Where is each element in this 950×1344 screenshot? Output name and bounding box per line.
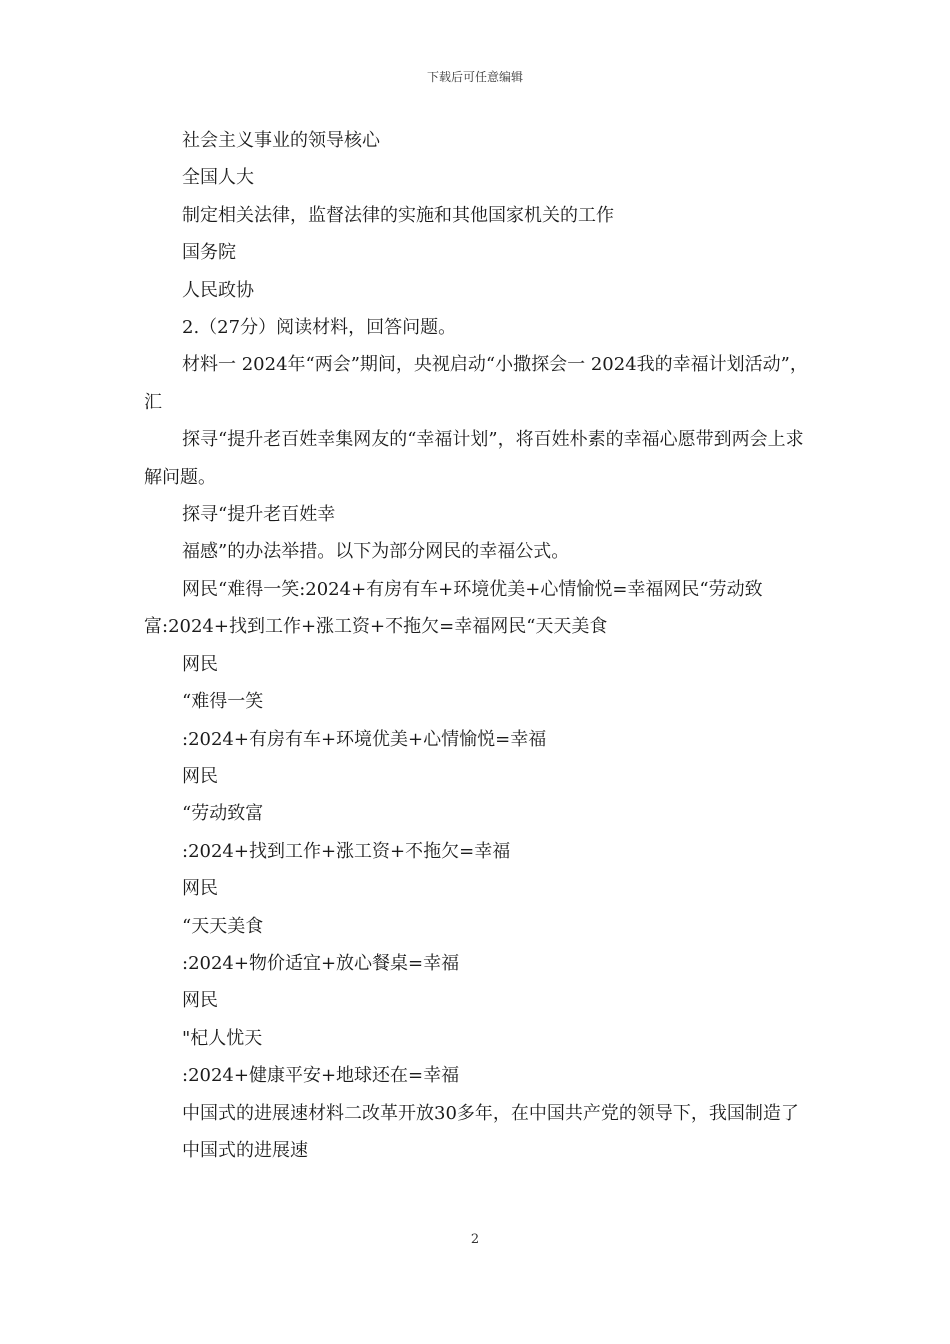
- paragraph: 制定相关法律，监督法律的实施和其他国家机关的工作: [182, 204, 614, 226]
- paragraph: 福感”的办法举措。以下为部分网民的幸福公式。: [182, 541, 570, 563]
- paragraph: 人民政协: [182, 279, 254, 301]
- paragraph: :2024+找到工作+涨工资+不拖欠=幸福: [182, 840, 511, 862]
- paragraph: 探寻“提升老百姓幸: [182, 504, 336, 526]
- paragraph: 中国式的进展速: [182, 1139, 308, 1161]
- paragraph: :2024+有房有车+环境优美+心情愉悦=幸福: [182, 728, 547, 750]
- paragraph: “劳动致富: [182, 803, 264, 825]
- paragraph: 探寻“提升老百姓幸集网友的“幸福计划”，将百姓朴素的幸福心愿带到两会上求解问题。: [144, 429, 804, 488]
- paragraph: :2024+物价适宜+放心餐桌=幸福: [182, 952, 460, 974]
- document-body: [144, 122, 814, 1169]
- paragraph: 网民: [182, 990, 218, 1012]
- paragraph: 中国式的进展速材料二改革开放30多年，在中国共产党的领导下，我国制造了: [182, 1102, 799, 1124]
- paragraph: 材料一 2024年“两会”期间，央视启动“小撒探会一 2024我的幸福计划活动”，汇: [144, 354, 808, 413]
- paragraph: “天天美食: [182, 915, 264, 937]
- paragraph: :2024+健康平安+地球还在=幸福: [182, 1065, 460, 1087]
- paragraph: 网民: [182, 765, 218, 787]
- paragraph: 网民: [182, 653, 218, 675]
- paragraph: 全国人大: [182, 167, 254, 189]
- paragraph: 网民: [182, 878, 218, 900]
- paragraph: 2.（27分）阅读材料，回答问题。: [182, 317, 457, 339]
- page-header: 下载后可任意编辑: [426, 70, 523, 84]
- paragraph: 网民“难得一笑:2024+有房有车+环境优美+心情愉悦=幸福网民“劳动致富:2024+找到工作+涨工资+不拖欠=幸福网民“天天美食: [144, 578, 763, 638]
- paragraph: 社会主义事业的领导核心: [182, 130, 380, 151]
- paragraph: "杞人忧天: [182, 1027, 263, 1049]
- paragraph: “难得一笑: [182, 691, 264, 713]
- page-number: 2: [470, 1232, 480, 1247]
- paragraph: 国务院: [182, 242, 236, 264]
